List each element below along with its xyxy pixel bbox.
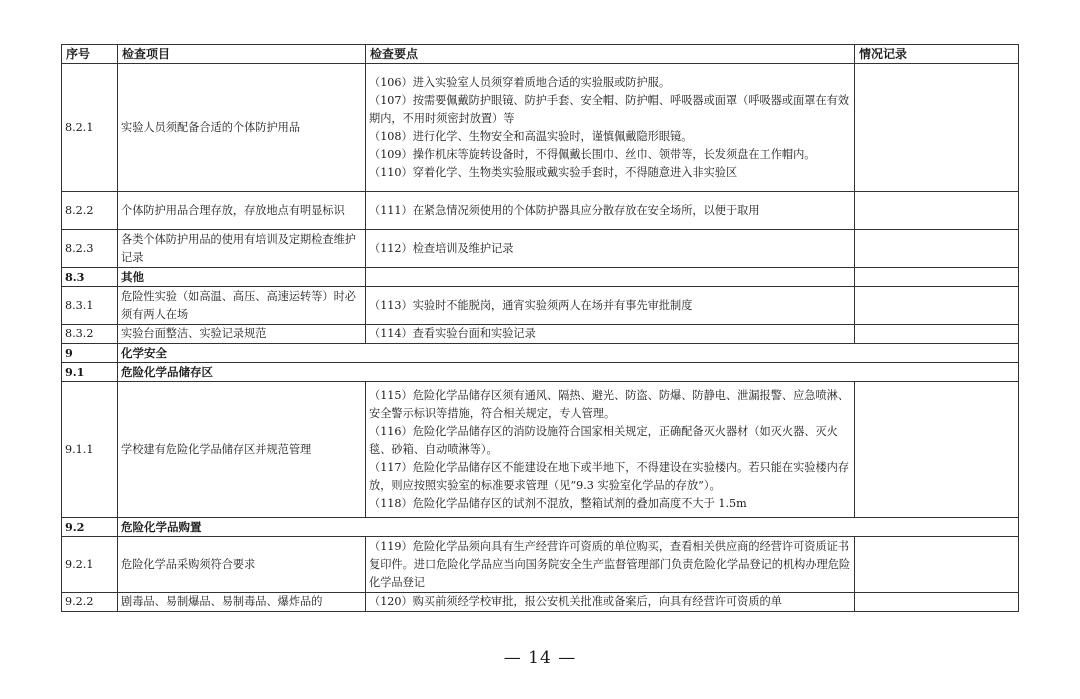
row-item: 个体防护用品合理存放，存放地点有明显标识 (118, 192, 366, 230)
row-item: 实验人员须配备合适的个体防护用品 (118, 64, 366, 192)
point-115: （115）危险化学品储存区须有通风、隔热、避光、防盗、防爆、防静电、泄漏报警、应急喷淋、安全警示标识等措施，符合相关规定，专人管理。 (369, 388, 850, 420)
section-row (62, 344, 1019, 363)
section-row (62, 518, 1019, 537)
table-row (62, 325, 1019, 344)
row-points: （111）在紧急情况须使用的个体防护器具应分散存放在安全场所，以便于取用 (366, 192, 855, 230)
section-title: 其他 (118, 268, 366, 287)
table-header-row (62, 45, 1019, 64)
row-points: （113）实验时不能脱岗，通宵实验须两人在场并有事先审批制度 (366, 287, 855, 325)
row-record (855, 192, 1019, 230)
section-title: 危险化学品购置 (118, 518, 1019, 537)
point-107: （107）按需要佩戴防护眼镜、防护手套、安全帽、防护帽、呼吸器或面罩（呼吸器或面罩在有效期内，不用时须密封放置）等 (369, 93, 850, 125)
row-points: （120）购买前须经学校审批，报公安机关批准或备案后，向具有经营许可资质的单 (366, 593, 855, 612)
header-no: 序号 (62, 45, 118, 64)
row-item: 剧毒品、易制爆品、易制毒品、爆炸品的 (118, 593, 366, 612)
section-title: 化学安全 (118, 344, 1019, 363)
table-row (62, 382, 1019, 518)
row-points: （119）危险化学品须向具有生产经营许可资质的单位购买，查看相关供应商的经营许可资质证书复印件。进口危险化学品应当向国务院安全生产监督管理部门负责危险化学品登记的机构办理危险化学品登记 (366, 537, 855, 593)
row-points: （114）查看实验台面和实验记录 (366, 325, 855, 344)
row-record (855, 593, 1019, 612)
table-row (62, 230, 1019, 268)
row-item: 实验台面整洁、实验记录规范 (118, 325, 366, 344)
row-number: 8.3.1 (62, 287, 118, 325)
section-number: 9.1 (62, 363, 118, 382)
section-row (62, 363, 1019, 382)
row-number: 8.2.3 (62, 230, 118, 268)
point-118: （118）危险化学品储存区的试剂不混放，整箱试剂的叠加高度不大于 1.5m (369, 496, 747, 510)
point-109: （109）操作机床等旋转设备时，不得佩戴长围巾、丝巾、领带等，长发须盘在工作帽内。 (369, 147, 816, 161)
page-number: — 14 — (503, 648, 577, 668)
row-points (366, 382, 855, 518)
header-item: 检查项目 (118, 45, 366, 64)
row-item: 各类个体防护用品的使用有培训及定期检查维护记录 (118, 230, 366, 268)
section-title: 危险化学品储存区 (118, 363, 1019, 382)
row-record (855, 287, 1019, 325)
header-points: 检查要点 (366, 45, 855, 64)
point-110: （110）穿着化学、生物类实验服或戴实验手套时，不得随意进入非实验区 (369, 165, 738, 179)
row-record (855, 325, 1019, 344)
point-106: （106）进入实验室人员须穿着质地合适的实验服或防护服。 (369, 75, 671, 89)
row-item: 危险化学品采购须符合要求 (118, 537, 366, 593)
row-points (366, 64, 855, 192)
row-record (855, 537, 1019, 593)
point-117: （117）危险化学品储存区不能建设在地下或半地下，不得建设在实验楼内。若只能在实验楼内存放，则应按照实验室的标准要求管理（见“9.3 实验室化学品的存放”）。 (369, 460, 850, 492)
row-points: （112）检查培训及维护记录 (366, 230, 855, 268)
point-116: （116）危险化学品储存区的消防设施符合国家相关规定，正确配备灭火器材（如灭火器、灭火毯、砂箱、自动喷淋等）。 (369, 424, 838, 456)
section-number: 8.3 (62, 268, 118, 287)
section-number: 9 (62, 344, 118, 363)
row-number: 9.1.1 (62, 382, 118, 518)
row-item: 学校建有危险化学品储存区并规范管理 (118, 382, 366, 518)
table-row (62, 64, 1019, 192)
row-number: 9.2.2 (62, 593, 118, 612)
row-number: 8.3.2 (62, 325, 118, 344)
section-number: 9.2 (62, 518, 118, 537)
table-row (62, 537, 1019, 593)
inspection-table (61, 44, 1019, 612)
table-row (62, 287, 1019, 325)
row-record (855, 382, 1019, 518)
row-number: 8.2.2 (62, 192, 118, 230)
row-record (855, 64, 1019, 192)
row-number: 9.2.1 (62, 537, 118, 593)
row-item: 危险性实验（如高温、高压、高速运转等）时必须有两人在场 (118, 287, 366, 325)
table-row (62, 192, 1019, 230)
table-row (62, 593, 1019, 612)
header-record: 情况记录 (855, 45, 1019, 64)
point-108: （108）进行化学、生物安全和高温实验时，谨慎佩戴隐形眼镜。 (369, 129, 693, 143)
row-number: 8.2.1 (62, 64, 118, 192)
section-row (62, 268, 1019, 287)
row-record (855, 230, 1019, 268)
